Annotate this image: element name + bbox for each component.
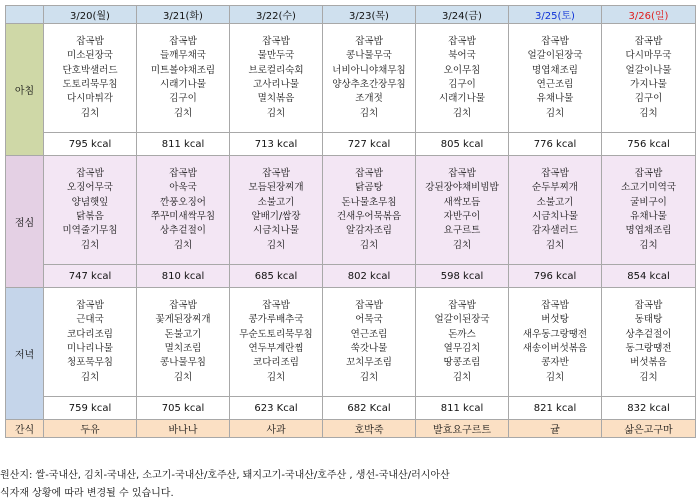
kcal-cell: 802 kcal: [323, 265, 416, 288]
menu-item: 돈불고기: [164, 328, 202, 340]
day-header: 3/21(화): [137, 6, 230, 24]
menu-item: 김치: [173, 107, 193, 119]
menu-item: 잡곡밥: [262, 300, 290, 312]
weekly-meal-table: [5, 5, 696, 438]
day-header: 3/23(목): [323, 6, 416, 24]
kcal-cell: 795 kcal: [44, 133, 137, 156]
menu-item: 코다리조림: [67, 328, 113, 340]
snack-cell: 귤: [509, 420, 602, 438]
kcal-cell: 713 kcal: [230, 133, 323, 156]
menu-item: 무순도토리묵무침: [239, 328, 313, 340]
snack-cell: 호박죽: [323, 420, 416, 438]
kcal-cell: 854 kcal: [602, 265, 696, 288]
snack-cell: 바나나: [137, 420, 230, 438]
kcal-cell: 705 kcal: [137, 397, 230, 420]
menu-item: 잡곡밥: [634, 300, 663, 312]
menu-item: 콩나물무국: [346, 50, 392, 62]
menu-item: 잡곡밥: [262, 36, 290, 48]
menu-item: 잡곡밥: [448, 300, 476, 312]
kcal-cell: 747 kcal: [44, 265, 137, 288]
menu-item: 잡곡밥: [169, 36, 197, 48]
menu-item: 아욱국: [169, 182, 197, 194]
menu-cell: [230, 24, 323, 133]
menu-item: 멸치조림: [164, 343, 202, 354]
menu-item: 잡곡밥: [448, 36, 476, 48]
day-header-sunday: 3/26(일): [602, 6, 696, 24]
menu-item: 잡곡밥: [76, 36, 104, 48]
menu-item: 김치: [359, 107, 379, 119]
menu-item: 김치: [545, 371, 565, 383]
meal-label: 아침: [6, 24, 44, 156]
menu-item: 시래기나물: [439, 93, 485, 105]
menu-item: 새싹모듬: [443, 196, 481, 208]
menu-item: 김구이: [448, 79, 476, 90]
menu-item: 김치: [452, 371, 472, 383]
snack-cell: 두유: [44, 420, 137, 438]
menu-item: 미소된장국: [67, 50, 113, 62]
kcal-cell: 685 kcal: [230, 265, 323, 288]
menu-item: 꼬치무조림: [346, 357, 392, 369]
menu-item: 버섯볶음: [630, 357, 667, 369]
kcal-cell: 776 kcal: [509, 133, 602, 156]
menu-item: 잡곡밥: [634, 36, 663, 48]
menu-item: 김치: [452, 239, 472, 251]
menu-item: 버섯탕: [541, 314, 569, 326]
snack-cell: 사과: [230, 420, 323, 438]
kcal-cell: 682 Kcal: [323, 397, 416, 420]
menu-item: 자반구이: [443, 211, 481, 222]
menu-item: 미트볼야채조림: [150, 64, 216, 76]
menu-item: 돈까스: [448, 328, 476, 340]
kcal-cell: 727 kcal: [323, 133, 416, 156]
menu-item: 김치: [545, 239, 565, 251]
menu-cell: [230, 156, 323, 265]
menu-item: 시금치나물: [532, 211, 578, 222]
menu-cell: [416, 24, 509, 133]
menu-item: 김치: [80, 107, 100, 119]
menu-item: 감자샐러드: [532, 225, 578, 237]
menu-item: 콩나물무침: [160, 357, 206, 369]
kcal-cell: 832 kcal: [602, 397, 696, 420]
day-header: 3/20(월): [44, 6, 137, 24]
kcal-cell: 811 kcal: [416, 397, 509, 420]
change-note: 식자재 상황에 따라 변경될 수 있습니다.: [0, 488, 174, 499]
menu-item: 오징어무국: [67, 182, 113, 194]
menu-item: 브로컬리숙회: [248, 64, 304, 76]
menu-item: 김치: [359, 239, 379, 251]
kcal-cell: 805 kcal: [416, 133, 509, 156]
menu-item: 김치: [173, 239, 193, 251]
day-header-saturday: 3/25(토): [509, 6, 602, 24]
header-corner: [6, 6, 44, 24]
dinner-menu-row: [6, 288, 696, 397]
menu-item: 연근조림: [536, 79, 574, 90]
menu-item: 김치: [80, 371, 100, 383]
menu-item: 깐풍오징어: [160, 196, 206, 208]
menu-cell: [44, 156, 137, 265]
origin-note: 원산지: 쌀-국내산, 김치-국내산, 소고기-국내산/호주산, 돼지고기-국내산/호주산 , 생선-국내산/러시아산: [0, 470, 450, 481]
menu-item: 어묵국: [355, 314, 383, 326]
menu-item: 소불고기: [536, 196, 574, 208]
menu-item: 얼갈이나물: [625, 64, 672, 76]
menu-cell: [509, 24, 602, 133]
menu-item: 쭈꾸미새싹무침: [150, 211, 216, 222]
menu-item: 상추겉절이: [625, 328, 672, 340]
menu-item: 유채나물: [536, 93, 574, 105]
menu-item: 다시마무국: [625, 50, 672, 62]
menu-item: 잡곡밥: [634, 168, 663, 180]
menu-item: 너비아니야채무침: [332, 64, 406, 76]
menu-item: 김치: [359, 371, 379, 383]
kcal-cell: 623 Kcal: [230, 397, 323, 420]
date-header-row: [6, 6, 696, 24]
menu-cell: [323, 156, 416, 265]
menu-item: 김치: [639, 107, 658, 119]
menu-item: 김치: [639, 239, 658, 251]
menu-item: 콩가루배추국: [248, 314, 304, 326]
menu-item: 김구이: [169, 93, 197, 105]
menu-item: 연두부계란찜: [248, 343, 304, 354]
day-header: 3/22(수): [230, 6, 323, 24]
kcal-cell: 796 kcal: [509, 265, 602, 288]
menu-item: 순두부찌개: [532, 182, 578, 194]
menu-item: 물만두국: [257, 50, 295, 62]
menu-item: 쑥갓나물: [350, 343, 388, 354]
menu-item: 김치: [80, 239, 100, 251]
menu-item: 알감자조림: [346, 225, 392, 237]
menu-cell: [509, 156, 602, 265]
meal-label: 저녁: [6, 288, 44, 420]
menu-item: 열무김치: [443, 343, 481, 354]
menu-item: 김구이: [634, 93, 663, 105]
menu-item: 건새우어묵볶음: [336, 211, 402, 222]
snack-label: 간식: [6, 420, 44, 438]
menu-item: 오이무침: [443, 64, 481, 76]
menu-item: 명엽채조림: [625, 225, 672, 237]
snack-cell: 발효요구르트: [416, 420, 509, 438]
menu-cell: [323, 24, 416, 133]
menu-item: 조개젓: [355, 93, 383, 105]
menu-item: 김치: [639, 371, 658, 383]
menu-item: 잡곡밥: [169, 168, 197, 180]
menu-item: 꽃게된장찌개: [155, 314, 211, 326]
menu-item: 잡곡밥: [541, 300, 569, 312]
menu-item: 연근조림: [350, 328, 388, 340]
menu-item: 김치: [545, 107, 565, 119]
menu-item: 가지나물: [630, 79, 667, 90]
menu-item: 고사리나물: [253, 79, 299, 90]
menu-cell: [416, 288, 509, 397]
kcal-cell: 810 kcal: [137, 265, 230, 288]
menu-cell: [44, 288, 137, 397]
menu-cell: [602, 288, 696, 397]
menu-item: 새우동그랑땡전: [522, 328, 588, 340]
breakfast-kcal-row: [6, 133, 696, 156]
menu-item: 김치: [266, 371, 286, 383]
menu-item: 얼갈이된장국: [434, 314, 490, 326]
menu-item: 잡곡밥: [262, 168, 290, 180]
menu-cell: [44, 24, 137, 133]
menu-item: 굴비구이: [630, 196, 667, 208]
kcal-cell: 756 kcal: [602, 133, 696, 156]
menu-item: 잡곡밥: [76, 168, 104, 180]
kcal-cell: 598 kcal: [416, 265, 509, 288]
snack-cell: 삶은고구마: [602, 420, 696, 438]
menu-cell: [602, 156, 696, 265]
menu-item: 땅콩조림: [443, 357, 481, 369]
menu-item: 잡곡밥: [355, 168, 383, 180]
menu-item: 닭곰탕: [355, 182, 383, 194]
breakfast-menu-row: [6, 24, 696, 133]
menu-item: 김치: [452, 107, 472, 119]
menu-item: 닭볶음: [76, 211, 104, 222]
meal-label: 점심: [6, 156, 44, 288]
menu-item: 돈나물초무침: [341, 196, 397, 208]
snack-row: [6, 420, 696, 438]
menu-cell: [602, 24, 696, 133]
menu-item: 요구르트: [443, 225, 481, 237]
menu-item: 새송이버섯볶음: [522, 343, 588, 354]
menu-item: 콩자반: [541, 357, 569, 369]
menu-item: 북어국: [448, 50, 476, 62]
menu-item: 시금치나물: [253, 225, 299, 237]
menu-item: 단호박샐러드: [62, 64, 118, 76]
menu-item: 상추겉절이: [160, 225, 206, 237]
menu-item: 잡곡밥: [169, 300, 197, 312]
menu-item: 양념햇잎: [71, 196, 109, 208]
menu-item: 시래기나물: [160, 79, 206, 90]
menu-item: 근대국: [76, 314, 104, 326]
menu-item: 들깨무채국: [160, 50, 206, 62]
menu-item: 알배기/쌈장: [251, 211, 301, 222]
menu-item: 청포묵무침: [67, 357, 113, 369]
menu-cell: [137, 156, 230, 265]
menu-item: 양상추초간장무침: [332, 79, 406, 90]
kcal-cell: 811 kcal: [137, 133, 230, 156]
menu-item: 모듬된장찌개: [248, 182, 304, 194]
menu-item: 동그랑땡전: [625, 343, 672, 354]
menu-item: 소불고기: [257, 196, 295, 208]
menu-item: 명엽채조림: [532, 64, 578, 76]
menu-item: 김치: [266, 107, 286, 119]
menu-item: 유채나물: [630, 211, 667, 222]
menu-cell: [323, 288, 416, 397]
menu-item: 멸치볶음: [257, 93, 295, 105]
kcal-cell: 821 kcal: [509, 397, 602, 420]
menu-item: 도토리묵무침: [62, 79, 118, 90]
menu-cell: [416, 156, 509, 265]
menu-item: 잡곡밥: [355, 36, 383, 48]
menu-item: 다시마튀각: [67, 93, 113, 105]
menu-item: 강된장야채비빔밥: [425, 182, 499, 194]
menu-item: 소고기미역국: [620, 182, 677, 194]
menu-item: 동태탕: [634, 314, 663, 326]
menu-cell: [230, 288, 323, 397]
menu-cell: [137, 288, 230, 397]
kcal-cell: 759 kcal: [44, 397, 137, 420]
menu-item: 얼갈이된장국: [527, 50, 583, 62]
dinner-kcal-row: [6, 397, 696, 420]
menu-item: 잡곡밥: [541, 36, 569, 48]
menu-item: 잡곡밥: [355, 300, 383, 312]
menu-item: 잡곡밥: [448, 168, 476, 180]
menu-item: 김치: [173, 371, 193, 383]
menu-item: 미역줄기무침: [62, 225, 118, 237]
lunch-kcal-row: [6, 265, 696, 288]
menu-item: 김치: [266, 239, 286, 251]
menu-item: 잡곡밥: [541, 168, 569, 180]
menu-item: 코다리조림: [253, 357, 299, 369]
day-header: 3/24(금): [416, 6, 509, 24]
lunch-menu-row: [6, 156, 696, 265]
menu-item: 잡곡밥: [76, 300, 104, 312]
menu-cell: [137, 24, 230, 133]
menu-item: 미나리나물: [67, 343, 113, 354]
menu-cell: [509, 288, 602, 397]
